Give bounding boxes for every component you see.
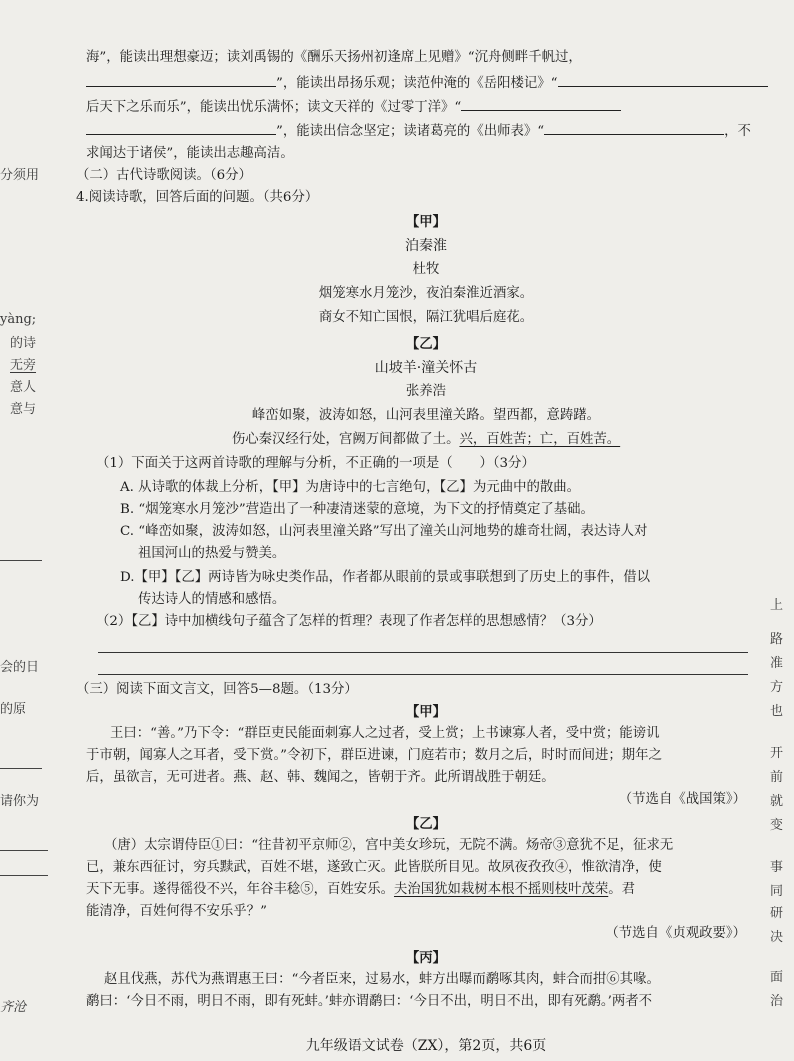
text-jia-line-2: 于市朝，闻寡人之耳者，受下赏。”令初下，群臣进谏，门庭若市；数月之后，时时而间进；期年之	[86, 748, 662, 763]
q4-2-stem: （2）【乙】诗中加横线句子蕴含了怎样的哲理？表现了作者怎样的思想感情？（3分）	[96, 614, 602, 629]
margin-fragment: 变	[770, 818, 784, 833]
text-jia-line-1: 王曰：“善。”乃下令：“群臣吏民能面刺寡人之过者，受上赏；上书谏寡人者，受中赏；能谤讥	[110, 726, 660, 741]
margin-fragment: 也	[770, 704, 784, 719]
poem-yi-author: 张养浩	[405, 384, 447, 399]
poem-jia-line-2: 商女不知亡国恨，隔江犹唱后庭花。	[318, 310, 534, 325]
margin-fragment: 的诗	[10, 336, 37, 351]
poem-jia-mark: 【甲】	[405, 214, 447, 230]
margin-fragment: 齐沧	[0, 1000, 27, 1015]
top-line-4: ”，能读出信念坚定；读诸葛亮的《出师表》“ ，不	[86, 120, 766, 142]
q4-1-option-c[interactable]: C. “峰峦如聚，波涛如怒，山河表里潼关路”写出了潼关山河地势的雄奇壮阔，表达诗人对	[120, 524, 648, 539]
page-footer: 九年级语文试卷（ZX），第2页，共6页	[305, 1038, 547, 1054]
text-yi-mark: 【乙】	[405, 816, 447, 832]
text-yi-source: （节选自《贞观政要》）	[605, 926, 746, 941]
margin-fragment: 会的日	[0, 660, 40, 675]
margin-fragment: 事	[770, 860, 784, 875]
q4-1-option-b[interactable]: B. “烟笼寒水月笼沙”营造出了一种凄清迷蒙的意境，为下文的抒情奠定了基础。	[120, 502, 594, 517]
margin-fragment: 前	[770, 770, 784, 785]
text-bing-line-1: 赵且伐燕，苏代为燕谓惠王曰：“今者臣来，过易水，蚌方出曝而鹬啄其肉，蚌合而拑⑥其喙。	[104, 972, 660, 987]
text-bing-mark: 【丙】	[405, 950, 447, 966]
margin-fragment: 治	[770, 994, 784, 1009]
margin-fragment: 路	[770, 632, 784, 647]
margin-fragment: 分须用	[0, 168, 40, 183]
margin-fragment: 决	[770, 930, 784, 945]
margin-rule	[0, 875, 48, 876]
text-yi-line-1: （唐）太宗谓侍臣①曰：“往昔初平京师②，宫中美女珍玩，无院不满。炀帝③意犹不足，征求无	[104, 838, 674, 853]
poem-jia-title: 泊秦淮	[405, 238, 447, 254]
margin-fragment: 意与	[10, 402, 37, 417]
underlined-sentence: 兴，百姓苦；亡，百姓苦。	[459, 432, 621, 447]
top-line-5: 求闻达于诸侯”，能读出志趣高洁。	[86, 146, 294, 161]
poem-yi-line-2: 伤心秦汉经行处，宫阙万间都做了土。兴，百姓苦；亡，百姓苦。	[231, 432, 621, 447]
margin-rule	[0, 560, 42, 561]
text-jia-mark: 【甲】	[405, 704, 447, 720]
answer-blank[interactable]	[86, 120, 276, 135]
margin-fragment: 研	[770, 906, 784, 921]
margin-fragment: 就	[770, 794, 784, 809]
text-yi-line-2: 已，兼东西征讨，穷兵黩武，百姓不堪，遂致亡灭。此皆朕所目见。故夙夜孜孜④，惟欲清净，使	[86, 860, 662, 875]
underlined-sentence: 夫治国犹如栽树本根不摇则枝叶茂荣	[393, 882, 609, 897]
margin-fragment: 面	[770, 970, 784, 985]
q4-1-option-a[interactable]: A. 从诗歌的体裁上分析，【甲】为唐诗中的七言绝句，【乙】为元曲中的散曲。	[120, 480, 581, 495]
margin-rule	[0, 768, 42, 769]
margin-fragment: 准	[770, 656, 784, 671]
poem-yi-title: 山坡羊·潼关怀古	[374, 360, 478, 376]
margin-fragment: 的原	[0, 702, 27, 717]
q4-1-stem: （1）下面关于这两首诗歌的理解与分析，不正确的一项是（ ）（3分）	[96, 456, 535, 471]
margin-fragment: 方	[770, 680, 784, 695]
text-jia-source: （节选自《战国策》）	[618, 792, 746, 807]
answer-blank[interactable]	[86, 72, 276, 87]
answer-line[interactable]	[98, 674, 748, 675]
margin-fragment: 无旁	[10, 358, 37, 373]
poem-yi-line-1: 峰峦如聚，波涛如怒，山河表里潼关路。望西都，意踌躇。	[251, 408, 601, 423]
answer-line[interactable]	[98, 652, 748, 653]
poem-jia-author: 杜牧	[412, 262, 440, 277]
text-jia-line-3: 后，虽欲言，无可进者。燕、赵、韩、魏闻之，皆朝于齐。此所谓战胜于朝廷。	[86, 770, 555, 785]
margin-fragment: 开	[770, 746, 784, 761]
top-line-3: 后天下之乐而乐”，能读出忧乐满怀；读文天祥的《过零丁洋》“	[86, 96, 766, 118]
margin-fragment: yàng;	[0, 312, 37, 327]
q4-1-option-d[interactable]: D.【甲】【乙】两诗皆为咏史类作品，作者都从眼前的景或事联想到了历史上的事件，借以	[120, 570, 651, 585]
question-4-stem: 4.阅读诗歌，回答后面的问题。（共6分）	[76, 190, 319, 205]
poem-yi-mark: 【乙】	[405, 336, 447, 352]
top-line-1: 海”，能读出理想豪迈；读刘禹锡的《酬乐天扬州初逢席上见赠》“沉舟侧畔千帆过，	[86, 50, 582, 65]
text-yi-line-4: 能清净，百姓何得不安乐乎？”	[86, 904, 267, 919]
margin-fragment: 上	[770, 598, 784, 613]
text-yi-line-3: 天下无事。遂得徭役不兴，年谷丰稔⑤，百姓安乐。夫治国犹如栽树本根不摇则枝叶茂荣。君	[86, 882, 636, 897]
q4-1-option-d-cont: 传达诗人的情感和感悟。	[138, 592, 286, 607]
margin-fragment: 请你为	[0, 794, 40, 809]
q4-1-option-c-cont: 祖国河山的热爱与赞美。	[138, 546, 286, 561]
answer-blank[interactable]	[544, 120, 724, 135]
poem-jia-line-1: 烟笼寒水月笼沙，夜泊秦淮近酒家。	[318, 286, 534, 301]
margin-fragment: 意人	[10, 380, 37, 395]
answer-blank[interactable]	[558, 72, 768, 87]
section-3-heading: （三）阅读下面文言文，回答5—8题。（13分）	[76, 682, 358, 697]
text-bing-line-2: 鹬曰：‘今日不雨，明日不雨，即有死蚌。’蚌亦谓鹬曰：‘今日不出，明日不出，即有死鹬。’两者不	[86, 994, 653, 1009]
margin-fragment: 同	[770, 884, 784, 899]
top-line-2: ”，能读出昂扬乐观；读范仲淹的《岳阳楼记》“	[86, 72, 766, 94]
answer-blank[interactable]	[461, 96, 621, 111]
margin-rule	[0, 850, 48, 851]
section-2-heading: （二）古代诗歌阅读。（6分）	[76, 168, 252, 183]
